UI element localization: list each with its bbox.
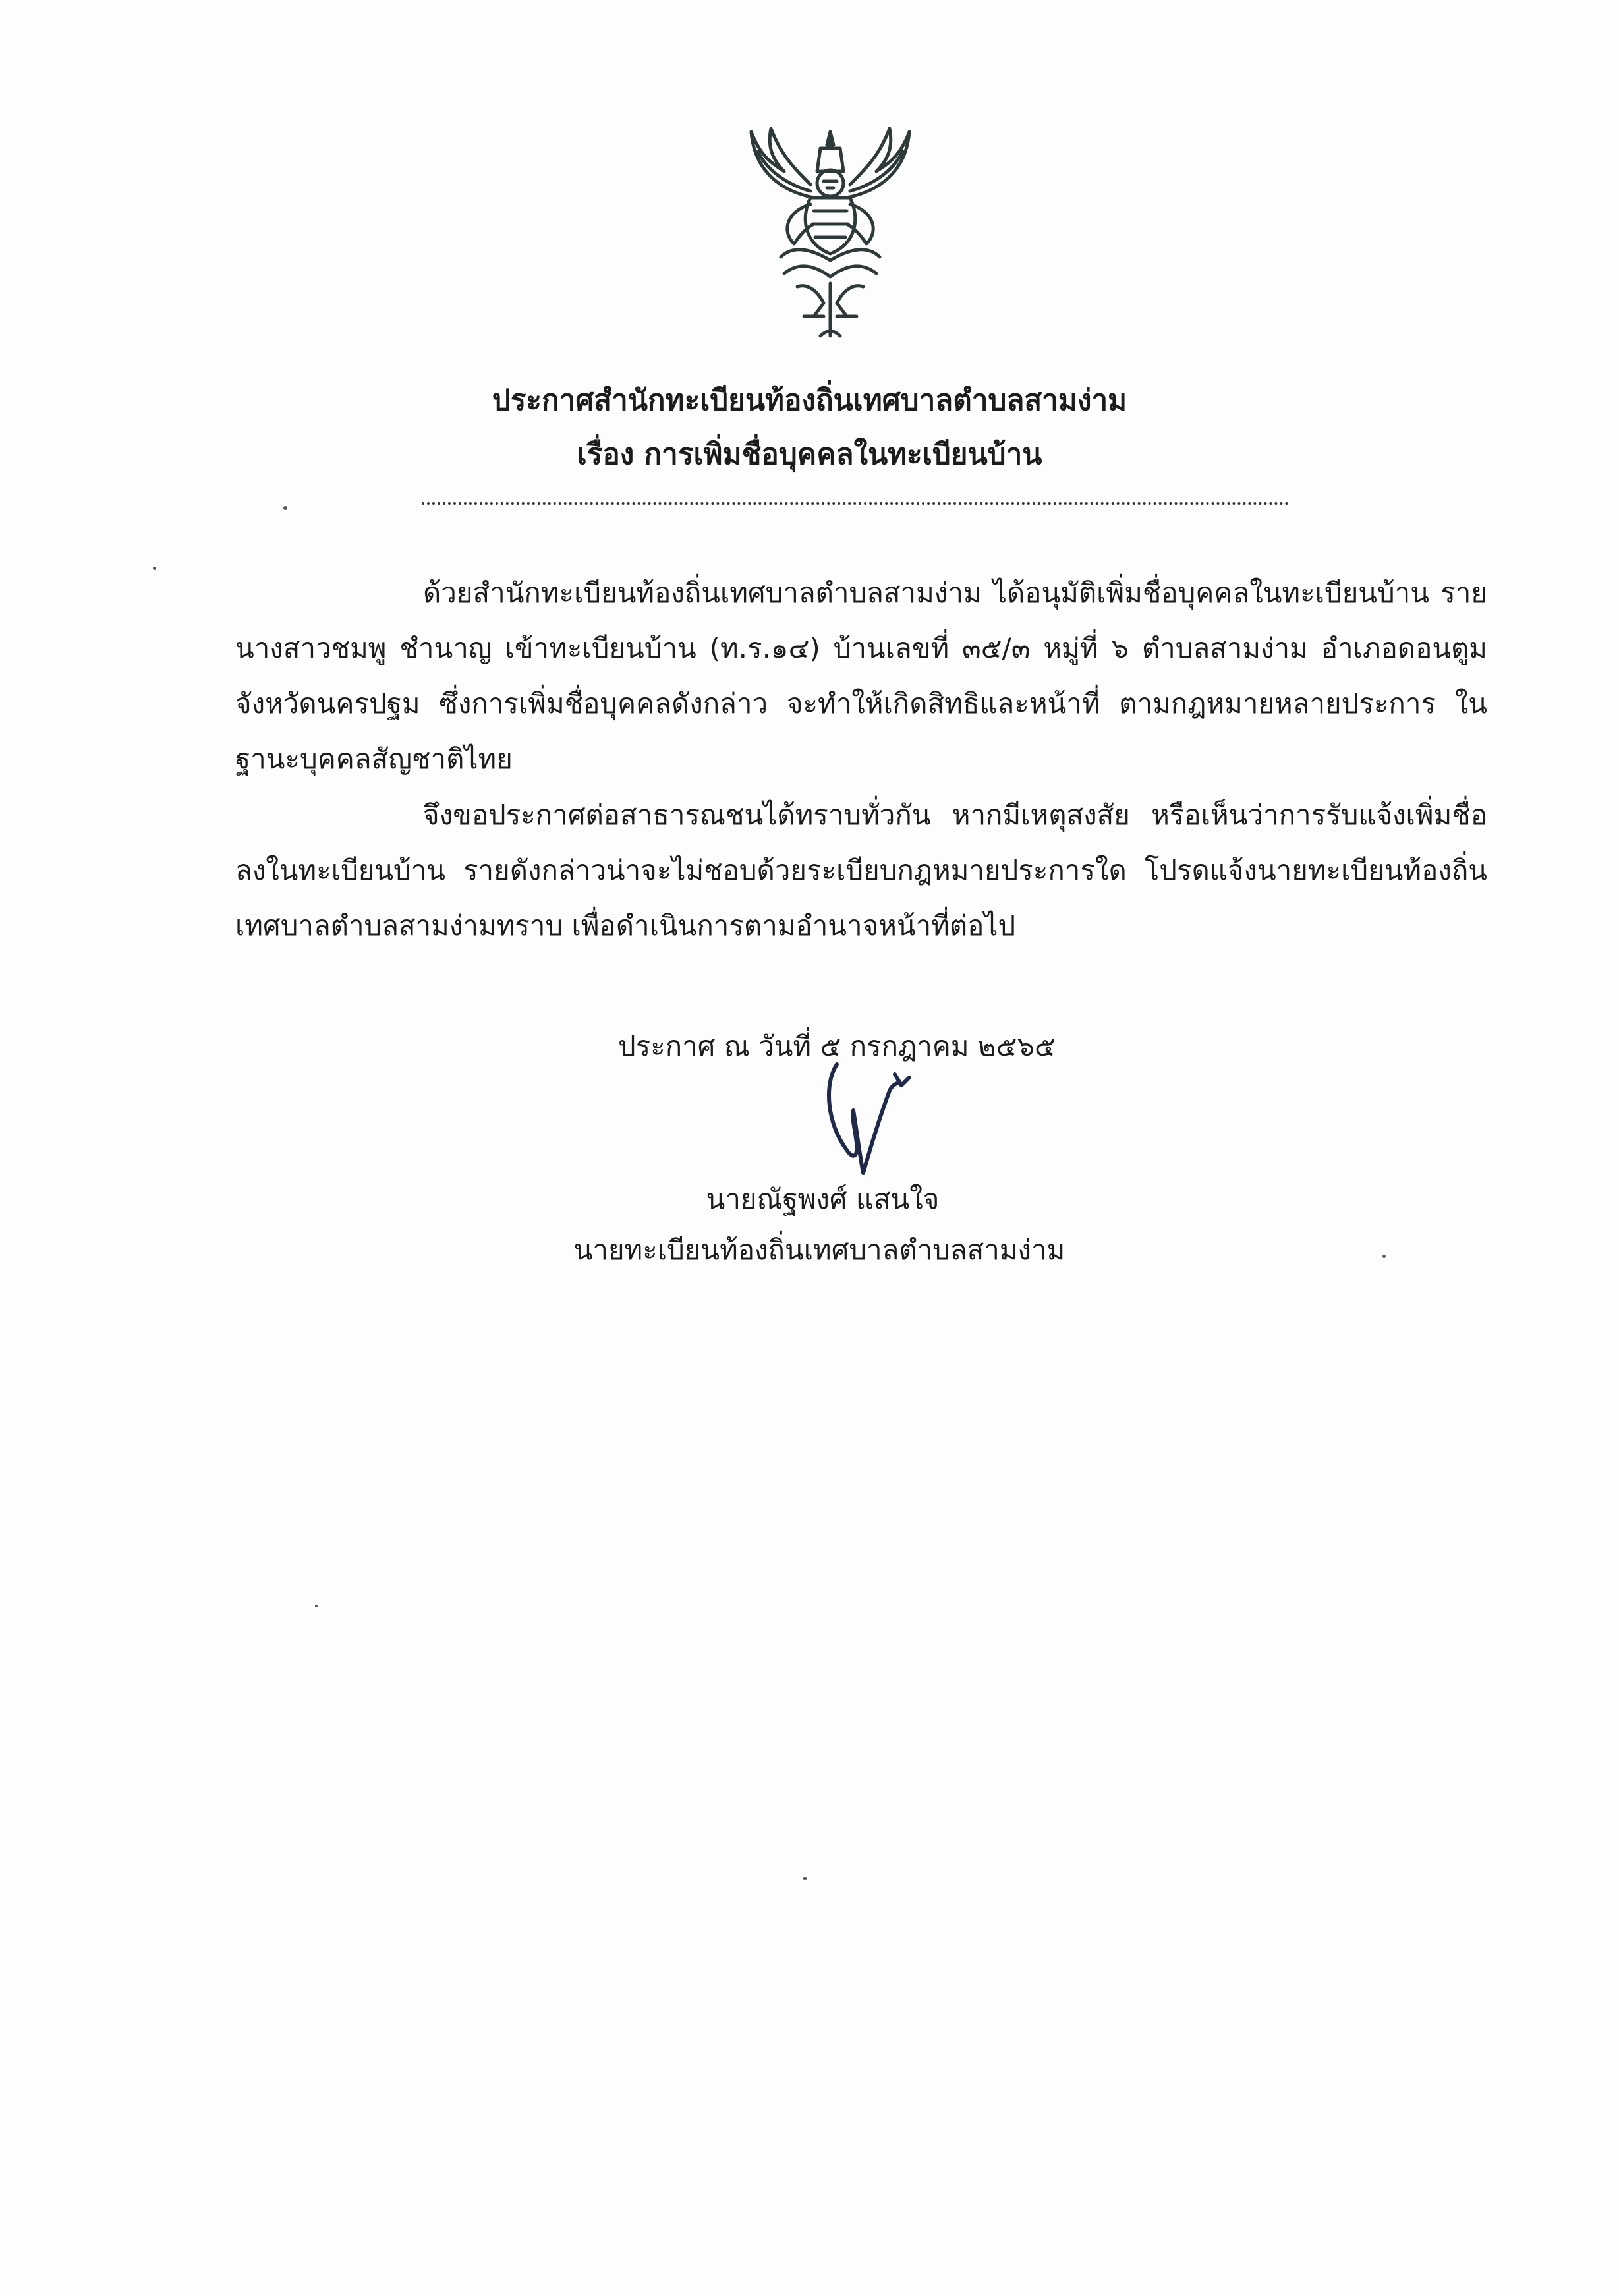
scan-speck — [803, 1877, 807, 1880]
announcement-subject: เรื่อง การเพิ่มชื่อบุคคลในทะเบียนบ้าน — [577, 438, 1042, 471]
handwritten-signature — [817, 1051, 923, 1183]
announcement-date: ประกาศ ณ วันที่ ๕ กรกฎาคม ๒๕๖๕ — [618, 1030, 1056, 1062]
dotted-divider — [422, 502, 1289, 505]
body-paragraph-2: จึงขอประกาศต่อสาธารณชนได้ทราบทั่วกัน หากมีเหตุสงสัย หรือเห็นว่าการรับแจ้งเพิ่มชื่อลงในทะเบียนบ้าน รายดังกล่าวน่าจะไม่ชอบด้วยระเบียบกฎหมายประการใด โปรดแจ้งนายทะเบียนท้องถิ่นเทศบาลตำบลสามง่ามทราบ เพื่อดำเนินการตามอำนาจหน้าที่ต่อไป — [235, 799, 1487, 942]
scan-speck — [315, 1605, 318, 1607]
signer-title: นายทะเบียนท้องถิ่นเทศบาลตำบลสามง่าม — [573, 1234, 1065, 1266]
signer-name: นายณัฐพงศ์ แสนใจ — [706, 1183, 940, 1215]
body-paragraph-1: ด้วยสำนักทะเบียนท้องถิ่นเทศบาลตำบลสามง่าม ได้อนุมัติเพิ่มชื่อบุคคลในทะเบียนบ้าน ราย นางสาวชมพู ชำนาญ เข้าทะเบียนบ้าน (ท.ร.๑๔) บ้านเลขที่ ๓๕/๓ หมู่ที่ ๖ ตำบลสามง่าม อำเภอดอนตูม จังหวัดนครปฐม ซึ่งการเพิ่มชื่อบุคคลดังกล่าว จะทำให้เกิดสิทธิและหน้าที่ ตามกฎหมายหลายประการ ในฐานะบุคคลสัญชาติไทย — [235, 577, 1487, 775]
scan-speck — [1382, 1255, 1386, 1258]
announcement-title: ประกาศสำนักทะเบียนท้องถิ่นเทศบาลตำบลสามง่าม — [492, 384, 1127, 417]
garuda-emblem-icon — [735, 119, 926, 349]
scan-speck — [283, 506, 287, 510]
scan-speck — [153, 567, 156, 570]
